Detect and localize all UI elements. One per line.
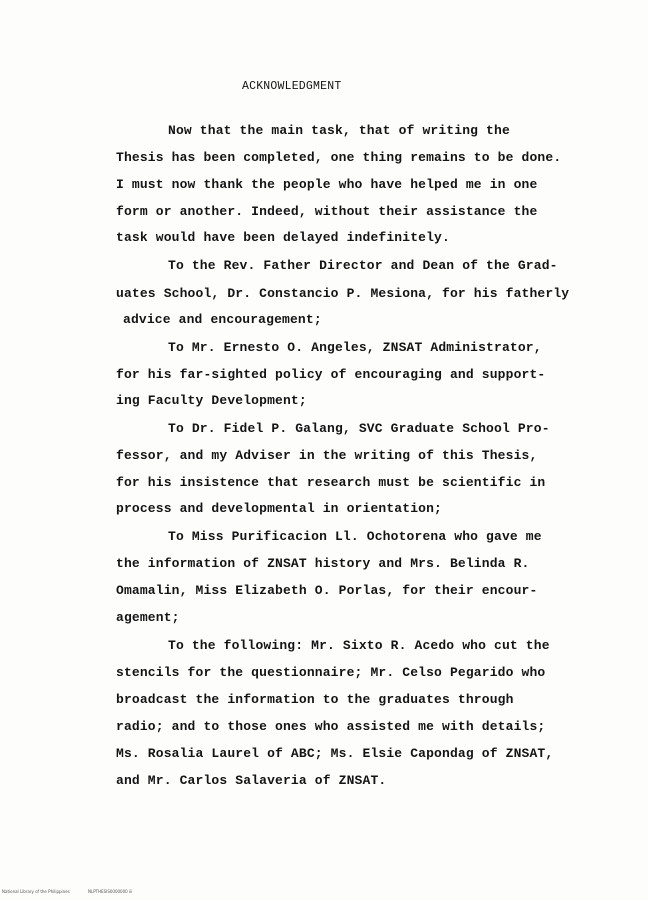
text-line: radio; and to those ones who assisted me with details; [116, 719, 546, 734]
text-line: stencils for the questionnaire; Mr. Celso Pegarido who [116, 665, 546, 680]
footer-left-text: National Library of the Philippines [2, 889, 70, 894]
text-line: agement; [116, 610, 180, 625]
text-line: for his insistence that research must be scientific in [116, 475, 546, 490]
text-line: Thesis has been completed, one thing remains to be done. [116, 150, 562, 165]
text-line: form or another. Indeed, without their assistance the [116, 204, 538, 219]
text-line: uates School, Dr. Constancio P. Mesiona, for his fatherly [116, 286, 570, 301]
text-line: I must now thank the people who have helped me in one [116, 177, 538, 192]
footer-right-text: NLPTHESIS0000000 iii [88, 889, 133, 894]
text-line: Ms. Rosalia Laurel of ABC; Ms. Elsie Capondag of ZNSAT, [116, 746, 554, 761]
text-line: ing Faculty Development; [116, 393, 307, 408]
text-line: To the following: Mr. Sixto R. Acedo who cut the [168, 638, 550, 653]
text-line: and Mr. Carlos Salaveria of ZNSAT. [116, 773, 387, 788]
text-line: To Miss Purificacion Ll. Ochotorena who gave me [168, 529, 542, 544]
text-line: To the Rev. Father Director and Dean of the Grad- [168, 258, 558, 273]
text-line: the information of ZNSAT history and Mrs. Belinda R. [116, 556, 530, 571]
text-line: fessor, and my Adviser in the writing of this Thesis, [116, 448, 538, 463]
text-line: broadcast the information to the graduates through [116, 692, 514, 707]
text-line: task would have been delayed indefinitely. [116, 230, 450, 245]
text-line: process and developmental in orientation; [116, 501, 443, 516]
text-line: Now that the main task, that of writing the [168, 123, 510, 138]
text-line: Omamalin, Miss Elizabeth O. Porlas, for their encour- [116, 583, 538, 598]
text-line: advice and encouragement; [123, 312, 322, 327]
text-line: To Mr. Ernesto O. Angeles, ZNSAT Administrator, [168, 340, 542, 355]
text-line: for his far-sighted policy of encouraging and support- [116, 367, 546, 382]
page-title: ACKNOWLEDGMENT [242, 80, 342, 93]
text-line: To Dr. Fidel P. Galang, SVC Graduate School Pro- [168, 421, 550, 436]
